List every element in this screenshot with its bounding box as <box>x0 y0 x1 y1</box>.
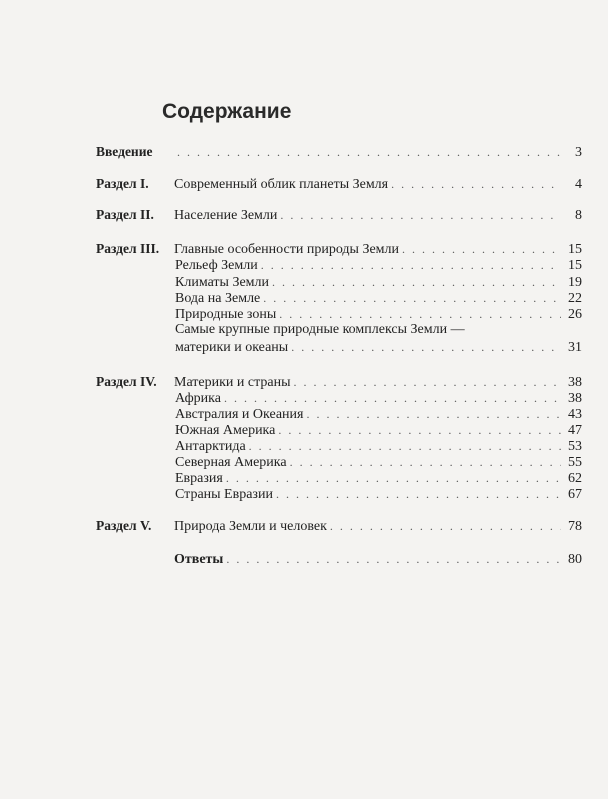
toc-section-label: Раздел IV. <box>96 374 157 389</box>
toc-page-number: 31 <box>568 340 582 355</box>
toc-entry-title: Африка <box>175 391 221 406</box>
toc-page-number: 78 <box>568 519 582 534</box>
toc-entry[interactable] <box>174 175 582 194</box>
toc-entry-title: Вода на Земле <box>175 291 261 306</box>
toc-page-number: 8 <box>575 208 582 223</box>
toc-leader-dots <box>261 256 561 274</box>
toc-leader-dots <box>391 175 561 193</box>
toc-entry-title: Страны Евразии <box>175 487 273 502</box>
toc-leader-dots <box>291 338 561 356</box>
toc-row-subentry <box>0 338 608 356</box>
toc-entry[interactable] <box>174 143 582 162</box>
page-title: Содержание <box>162 100 292 123</box>
toc-page-number: 3 <box>575 145 582 160</box>
toc-section-label: Раздел I. <box>96 176 149 191</box>
toc-entry-title: Климаты Земли <box>175 275 270 290</box>
toc-leader-dots <box>280 206 561 224</box>
toc-entry-title: материки и океаны <box>175 340 289 355</box>
toc-section-label: Введение <box>96 144 153 159</box>
toc-leader-dots <box>226 550 561 568</box>
toc-page-number: 62 <box>568 471 582 486</box>
toc-page-number: 53 <box>568 439 582 454</box>
toc-row-subentry <box>0 256 608 274</box>
toc-page-number: 38 <box>568 375 582 390</box>
toc-row-section-5 <box>0 517 608 535</box>
toc-page-number: 19 <box>568 275 582 290</box>
toc-page-number: 80 <box>568 552 582 567</box>
toc-leader-dots <box>276 485 561 503</box>
toc-entry[interactable] <box>175 485 582 504</box>
toc-page-number: 47 <box>568 423 582 438</box>
toc-entry-title: Австралия и Океания <box>175 407 304 422</box>
toc-row-subentry <box>0 321 608 339</box>
toc-page-number: 26 <box>568 307 582 322</box>
toc-page-number: 43 <box>568 407 582 422</box>
toc-entry-title: Население Земли <box>174 208 278 223</box>
toc-page-number: 15 <box>568 258 582 273</box>
toc-row-subentry <box>0 485 608 503</box>
toc-entry-title: Рельеф Земли <box>175 258 258 273</box>
toc-entry-title: Северная Америка <box>175 455 287 470</box>
toc-entry-title: Природные зоны <box>175 307 277 322</box>
toc-entry-title: Антарктида <box>175 439 246 454</box>
toc-row-intro <box>0 143 608 161</box>
toc-section-label: Раздел V. <box>96 518 152 533</box>
toc-entry-title: Главные особенности природы Земли <box>174 242 400 257</box>
toc-entry-title: Южная Америка <box>175 423 276 438</box>
toc-page-number: 38 <box>568 391 582 406</box>
toc-entry-title: Ответы <box>174 552 224 567</box>
toc-page-number: 67 <box>568 487 582 502</box>
toc-leader-dots <box>330 517 561 535</box>
toc-entry-title: Евразия <box>175 471 223 486</box>
toc-page-number: 4 <box>575 177 582 192</box>
toc-section-label: Раздел II. <box>96 207 154 222</box>
toc-row-answers <box>0 550 608 568</box>
toc-entry-title: Природа Земли и человек <box>174 519 327 534</box>
toc-leader-dots <box>177 143 561 161</box>
toc-entry-title: Материки и страны <box>174 375 291 390</box>
toc-page-number: 15 <box>568 242 582 257</box>
toc-row-section-2 <box>0 206 608 224</box>
toc-entry[interactable] <box>174 550 582 569</box>
toc-section-label: Раздел III. <box>96 241 160 256</box>
toc-entry[interactable] <box>174 206 582 225</box>
toc-row-section-1 <box>0 175 608 193</box>
toc-entry-title[interactable]: Самые крупные природные комплексы Земли — <box>175 322 465 337</box>
toc-page-number: 55 <box>568 455 582 470</box>
toc-page-number: 22 <box>568 291 582 306</box>
toc-entry[interactable] <box>175 338 582 357</box>
toc-entry-title: Современный облик планеты Земля <box>174 177 389 192</box>
toc-entry[interactable] <box>174 517 582 536</box>
